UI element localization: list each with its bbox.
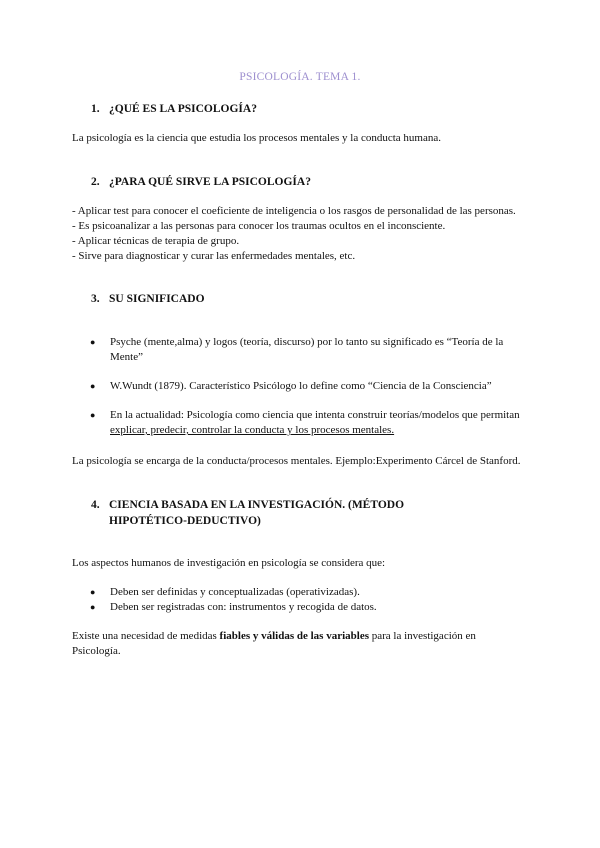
section-1-heading	[91, 101, 257, 117]
bullet-text: W.Wundt (1879). Característico Psicólogo lo define como “Ciencia de la Consciencia”	[110, 380, 492, 392]
section-2-list	[72, 204, 532, 264]
section-3-number: 3.	[91, 293, 100, 305]
section-4-title: HIPOTÉTICO-DEDUCTIVO)	[109, 515, 261, 527]
section-1-number: 1.	[91, 103, 100, 115]
bullet-dot-icon: ●	[90, 381, 96, 391]
bullet-text: explicar, predecir, controlar la conducta y los procesos mentales.	[110, 424, 395, 436]
section-4-number: 4.	[91, 499, 100, 511]
section-4-closing-line: Psicología.	[72, 645, 121, 657]
section-1-paragraph: La psicología es la ciencia que estudia los procesos mentales y la conducta humana.	[72, 132, 441, 144]
section-2-line: - Es psicoanalizar a las personas para conocer los traumas ocultos en el inconsciente.	[72, 220, 446, 232]
bullet-text: Mente”	[110, 351, 143, 363]
section-4-heading	[91, 497, 404, 529]
bullet-text: Deben ser registradas con: instrumentos y recogida de datos.	[110, 601, 377, 613]
section-2-title: ¿PARA QUÉ SIRVE LA PSICOLOGÍA?	[109, 176, 311, 188]
section-3-closing: La psicología se encarga de la conducta/procesos mentales. Ejemplo:Experimento Cárcel de Stanford.	[72, 455, 521, 467]
document-title: PSICOLOGÍA. TEMA 1.	[239, 71, 361, 83]
closing-text: para la investigación en	[368, 630, 476, 642]
bullet-text: En la actualidad: Psicología como ciencia que intenta construir teorías/modelos que permitan	[110, 409, 520, 421]
section-4-closing	[72, 629, 532, 659]
closing-text: Existe una necesidad de medidas	[72, 630, 220, 642]
section-4-title: CIENCIA BASADA EN LA INVESTIGACIÓN. (MÉTODO	[109, 499, 405, 511]
section-2-line: - Sirve para diagnosticar y curar las enfermedades mentales, etc.	[72, 250, 356, 262]
section-4-intro: Los aspectos humanos de investigación en psicología se considera que:	[72, 557, 386, 569]
bullet-dot-icon: ●	[90, 410, 96, 420]
section-4-closing-line	[72, 629, 532, 644]
bullet-dot-icon: ●	[90, 587, 96, 597]
bullet-dot-icon: ●	[90, 602, 96, 612]
section-2-heading	[91, 174, 311, 190]
section-3-title: SU SIGNIFICADO	[109, 293, 205, 305]
bullet-text: Deben ser definidas y conceptualizadas (operativizadas).	[110, 586, 360, 598]
section-2-number: 2.	[91, 176, 100, 188]
bullet-dot-icon: ●	[90, 337, 96, 347]
section-1-title: ¿QUÉ ES LA PSICOLOGÍA?	[109, 103, 257, 115]
bullet-text: Psyche (mente,alma) y logos (teoría, discurso) por lo tanto su significado es “Teoría de la	[110, 336, 504, 348]
section-2-line: - Aplicar test para conocer el coeficiente de inteligencia o los rasgos de personalidad de las personas.	[72, 205, 516, 217]
section-2-line: - Aplicar técnicas de terapia de grupo.	[72, 235, 240, 247]
section-3-heading	[91, 291, 205, 307]
closing-bold-text: fiables y válidas de las variables	[219, 630, 369, 642]
